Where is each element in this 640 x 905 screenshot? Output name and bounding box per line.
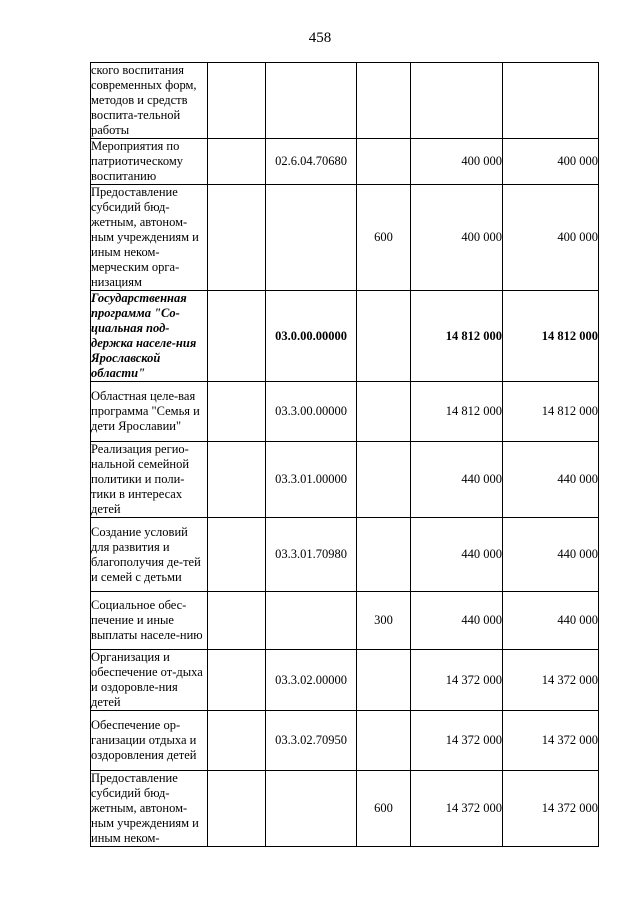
- table-row: [91, 771, 599, 847]
- row-amount-cell: 400 000: [503, 139, 599, 185]
- row-name-cell: Областная целе-вая программа "Семья и дети Ярославии": [91, 382, 208, 442]
- row-amount-cell: 14 372 000: [503, 650, 599, 711]
- row-amount-cell: 440 000: [411, 592, 503, 650]
- row-expense-type-cell: 600: [357, 771, 411, 847]
- row-name-cell: Предоставление субсидий бюд-жетным, автоном-ным учреждениям и иным неком-: [91, 771, 208, 847]
- row-amount-cell: [411, 63, 503, 139]
- row-amount-cell: 440 000: [503, 518, 599, 592]
- row-name-cell: Государственная программа "Со-циальная под-держка населе-ния Ярославской области": [91, 291, 208, 382]
- row-amount-cell: 14 812 000: [503, 382, 599, 442]
- row-amount-cell: 14 812 000: [411, 291, 503, 382]
- row-empty-cell: [208, 518, 266, 592]
- table-row: [91, 592, 599, 650]
- row-code-cell: 03.3.01.70980: [266, 518, 357, 592]
- table-row: [91, 63, 599, 139]
- row-expense-type-cell: [357, 139, 411, 185]
- row-name-cell: Создание условий для развития и благополучия де-тей и семей с детьми: [91, 518, 208, 592]
- row-expense-type-cell: [357, 63, 411, 139]
- table-row: [91, 442, 599, 518]
- table-row: [91, 291, 599, 382]
- row-empty-cell: [208, 185, 266, 291]
- row-code-cell: 03.0.00.00000: [266, 291, 357, 382]
- row-name-cell: Организация и обеспечение от-дыха и оздоровле-ния детей: [91, 650, 208, 711]
- row-expense-type-cell: [357, 291, 411, 382]
- row-empty-cell: [208, 650, 266, 711]
- row-amount-cell: 440 000: [411, 518, 503, 592]
- row-code-cell: 03.3.02.00000: [266, 650, 357, 711]
- table-row: [91, 185, 599, 291]
- row-name-cell: Реализация регио-нальной семейной политики и поли-тики в интересах детей: [91, 442, 208, 518]
- table-row: [91, 650, 599, 711]
- row-empty-cell: [208, 442, 266, 518]
- row-empty-cell: [208, 63, 266, 139]
- row-name-cell: Мероприятия по патриотическому воспитанию: [91, 139, 208, 185]
- row-amount-cell: 400 000: [411, 185, 503, 291]
- row-empty-cell: [208, 291, 266, 382]
- row-empty-cell: [208, 711, 266, 771]
- table-row: [91, 711, 599, 771]
- row-amount-cell: 14 372 000: [411, 771, 503, 847]
- row-code-cell: [266, 771, 357, 847]
- row-expense-type-cell: [357, 711, 411, 771]
- row-empty-cell: [208, 771, 266, 847]
- row-name-cell: Социальное обес-печение и иные выплаты населе-нию: [91, 592, 208, 650]
- row-code-cell: 03.3.00.00000: [266, 382, 357, 442]
- row-code-cell: 03.3.01.00000: [266, 442, 357, 518]
- row-name-cell: Обеспечение ор-ганизации отдыха и оздоровления детей: [91, 711, 208, 771]
- row-expense-type-cell: 600: [357, 185, 411, 291]
- row-empty-cell: [208, 382, 266, 442]
- row-amount-cell: 400 000: [503, 185, 599, 291]
- row-amount-cell: 440 000: [503, 592, 599, 650]
- row-amount-cell: 14 372 000: [411, 650, 503, 711]
- row-expense-type-cell: [357, 518, 411, 592]
- page-number: 458: [308, 30, 332, 46]
- row-code-cell: [266, 592, 357, 650]
- row-amount-cell: 14 372 000: [411, 711, 503, 771]
- row-amount-cell: 14 372 000: [503, 771, 599, 847]
- budget-table-body: [91, 63, 599, 847]
- row-amount-cell: 440 000: [503, 442, 599, 518]
- row-expense-type-cell: [357, 650, 411, 711]
- row-code-cell: 03.3.02.70950: [266, 711, 357, 771]
- row-amount-cell: 400 000: [411, 139, 503, 185]
- table-row: [91, 382, 599, 442]
- row-expense-type-cell: 300: [357, 592, 411, 650]
- budget-table: [90, 62, 599, 847]
- table-row: [91, 518, 599, 592]
- row-code-cell: [266, 185, 357, 291]
- row-amount-cell: 14 372 000: [503, 711, 599, 771]
- row-amount-cell: 14 812 000: [503, 291, 599, 382]
- row-amount-cell: 440 000: [411, 442, 503, 518]
- table-row: [91, 139, 599, 185]
- row-empty-cell: [208, 139, 266, 185]
- row-amount-cell: [503, 63, 599, 139]
- row-name-cell: Предоставление субсидий бюд-жетным, автоном-ным учреждениям и иным неком-мерческим орга-низациям: [91, 185, 208, 291]
- row-empty-cell: [208, 592, 266, 650]
- row-amount-cell: 14 812 000: [411, 382, 503, 442]
- row-name-cell: ского воспитания современных форм, методов и средств воспита-тельной работы: [91, 63, 208, 139]
- row-expense-type-cell: [357, 442, 411, 518]
- row-expense-type-cell: [357, 382, 411, 442]
- row-code-cell: [266, 63, 357, 139]
- row-code-cell: 02.6.04.70680: [266, 139, 357, 185]
